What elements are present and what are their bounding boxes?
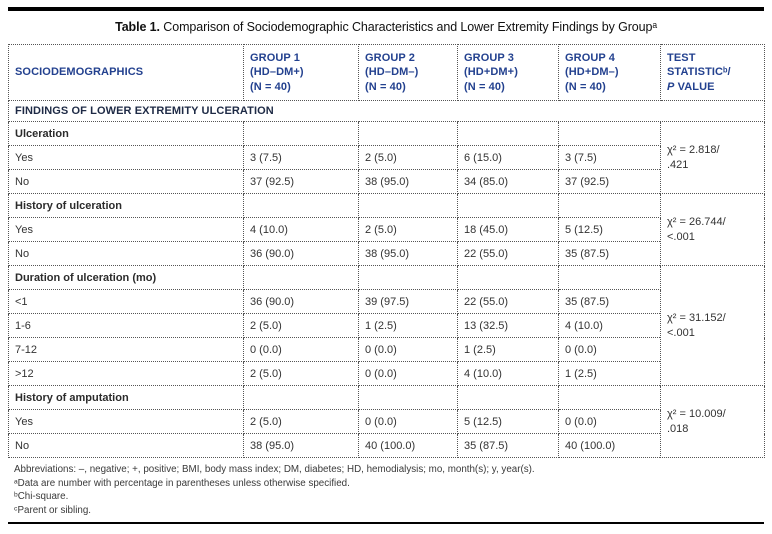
value-cell: 40 (100.0) [559,434,661,458]
page [0,7,772,524]
test-statistic-history-ulceration [661,194,765,266]
value-cell: 0 (0.0) [559,338,661,362]
empty-cell [559,386,661,410]
table-row [9,194,765,218]
empty-cell [359,122,458,146]
empty-cell [244,122,359,146]
row-label: Yes [9,410,244,434]
section-bar-row [9,101,765,122]
value-cell: 4 (10.0) [458,362,559,386]
test-head-line2: STATISTICᵇ/ [667,66,731,79]
p-value: <.001 [667,230,695,243]
table-row [9,338,765,362]
value-cell: 1 (2.5) [359,314,458,338]
section-label-ulceration: Ulceration [9,122,244,146]
empty-cell [458,194,559,218]
table-row [9,386,765,410]
value-cell: 3 (7.5) [244,146,359,170]
section-label-duration: Duration of ulceration (mo) [9,266,244,290]
row-label: <1 [9,290,244,314]
value-cell: 22 (55.0) [458,242,559,266]
empty-cell [244,266,359,290]
footnote-a: ᵃData are number with percentage in parentheses unless otherwise specified. [14,477,350,489]
value-cell: 38 (95.0) [359,170,458,194]
value-cell: 0 (0.0) [359,338,458,362]
table-row [9,362,765,386]
table-row [9,290,765,314]
row-label: Yes [9,146,244,170]
group4-n: (N = 40) [565,80,606,93]
chi-square-value: χ² = 26.744/ [667,215,726,228]
group4-code: (HD+DM–) [565,66,619,79]
empty-cell [359,194,458,218]
header-row [9,45,765,101]
value-cell: 34 (85.0) [458,170,559,194]
header-group-1 [244,45,359,101]
row-label: Yes [9,218,244,242]
section-label-amputation: History of amputation [9,386,244,410]
empty-cell [244,194,359,218]
test-statistic-amputation [661,386,765,458]
table-title-prefix: Table 1. [115,20,160,34]
row-label: No [9,170,244,194]
test-statistic-duration [661,266,765,386]
value-cell: 2 (5.0) [359,218,458,242]
empty-cell [359,386,458,410]
footnote-c: ᶜParent or sibling. [14,504,91,516]
group1-name: GROUP 1 [250,52,301,65]
value-cell: 5 (12.5) [458,410,559,434]
footnote-abbreviations: Abbreviations: –, negative; +, positive; BMI, body mass index; DM, diabetes; HD, hemodialysis; mo, month(s); y, year(s). [14,464,535,475]
value-cell: 38 (95.0) [244,434,359,458]
value-cell: 35 (87.5) [559,290,661,314]
p-value: .421 [667,158,689,171]
table-row [9,170,765,194]
chi-square-value: χ² = 2.818/ [667,143,720,156]
row-label: No [9,242,244,266]
table-row [9,146,765,170]
group3-n: (N = 40) [464,80,505,93]
group1-n: (N = 40) [250,80,291,93]
table-row [9,122,765,146]
empty-cell [458,266,559,290]
row-label: 7-12 [9,338,244,362]
test-head-line1: TEST [667,52,696,65]
table-row [9,266,765,290]
header-group-2 [359,45,458,101]
value-cell: 40 (100.0) [359,434,458,458]
test-statistic-ulceration [661,122,765,194]
group2-n: (N = 40) [365,80,406,93]
test-head-line3: P VALUE [667,80,715,93]
empty-cell [458,122,559,146]
comparison-table [8,44,765,458]
section-bar-findings: FINDINGS OF LOWER EXTREMITY ULCERATION [9,101,765,122]
table-row [9,314,765,338]
header-group-3 [458,45,559,101]
value-cell: 0 (0.0) [244,338,359,362]
value-cell: 37 (92.5) [244,170,359,194]
header-sociodemographics: SOCIODEMOGRAPHICS [9,45,244,101]
p-value: .018 [667,422,689,435]
section-label-history-ulceration: History of ulceration [9,194,244,218]
value-cell: 2 (5.0) [244,362,359,386]
value-cell: 18 (45.0) [458,218,559,242]
table-row [9,434,765,458]
value-cell: 35 (87.5) [559,242,661,266]
value-cell: 36 (90.0) [244,290,359,314]
row-label: 1-6 [9,314,244,338]
value-cell: 3 (7.5) [559,146,661,170]
value-cell: 38 (95.0) [359,242,458,266]
value-cell: 2 (5.0) [244,314,359,338]
value-cell: 39 (97.5) [359,290,458,314]
value-cell: 4 (10.0) [559,314,661,338]
header-group-4 [559,45,661,101]
value-cell: 2 (5.0) [359,146,458,170]
chi-square-value: χ² = 10.009/ [667,407,726,420]
empty-cell [458,386,559,410]
value-cell: 0 (0.0) [359,410,458,434]
footnotes [8,458,764,517]
chi-square-value: χ² = 31.152/ [667,311,726,324]
value-cell: 0 (0.0) [559,410,661,434]
table-title [8,11,764,44]
table-title-text: Comparison of Sociodemographic Characteristics and Lower Extremity Findings by Groupᵃ [159,20,657,34]
group3-name: GROUP 3 [464,52,515,65]
value-cell: 22 (55.0) [458,290,559,314]
value-cell: 4 (10.0) [244,218,359,242]
p-value: <.001 [667,326,695,339]
value-cell: 36 (90.0) [244,242,359,266]
group2-name: GROUP 2 [365,52,416,65]
table-row [9,218,765,242]
empty-cell [559,266,661,290]
value-cell: 0 (0.0) [359,362,458,386]
value-cell: 37 (92.5) [559,170,661,194]
header-test-statistic [661,45,765,101]
empty-cell [244,386,359,410]
group4-name: GROUP 4 [565,52,616,65]
row-label: No [9,434,244,458]
value-cell: 1 (2.5) [458,338,559,362]
table-row [9,242,765,266]
row-label: >12 [9,362,244,386]
value-cell: 2 (5.0) [244,410,359,434]
empty-cell [559,194,661,218]
bottom-rule [8,522,764,524]
value-cell: 5 (12.5) [559,218,661,242]
value-cell: 6 (15.0) [458,146,559,170]
empty-cell [559,122,661,146]
table-row [9,410,765,434]
group1-code: (HD–DM+) [250,66,304,79]
value-cell: 35 (87.5) [458,434,559,458]
value-cell: 1 (2.5) [559,362,661,386]
empty-cell [359,266,458,290]
group2-code: (HD–DM–) [365,66,419,79]
value-cell: 13 (32.5) [458,314,559,338]
footnote-b: ᵇChi-square. [14,491,69,503]
group3-code: (HD+DM+) [464,66,518,79]
